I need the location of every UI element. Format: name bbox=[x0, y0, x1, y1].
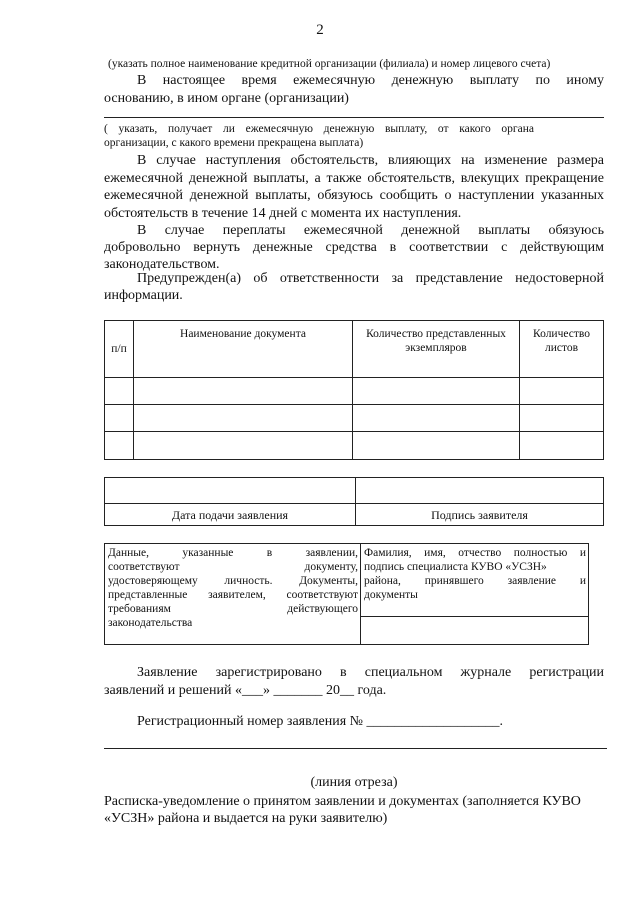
circumstances-line3: ежемесячной денежной выплаты, обязуюсь сообщить о наступлении указанных bbox=[104, 188, 604, 203]
registration-line1: Заявление зарегистрировано в специальном журнале регистрации bbox=[137, 665, 604, 680]
overpayment-line1: В случае переплаты ежемесячной денежной выплаты обязуюсь bbox=[137, 223, 604, 238]
specialist-signature-field[interactable] bbox=[361, 617, 589, 645]
fill-line-other-payment bbox=[104, 117, 604, 118]
verification-right-line4: документы bbox=[364, 589, 418, 601]
verification-left-line6: законодательства bbox=[108, 617, 193, 629]
cell-doc-name[interactable] bbox=[134, 432, 353, 460]
circumstances-line1: В случае наступления обстоятельств, влияющих на изменение размера bbox=[137, 153, 604, 168]
signature-field[interactable] bbox=[356, 478, 604, 504]
header-copies: Количество представленных экземпляров bbox=[353, 321, 520, 378]
verification-right-line3: района, принявшего заявление и bbox=[364, 575, 586, 587]
page-number: 2 bbox=[316, 22, 324, 38]
cell-sheets[interactable] bbox=[520, 432, 604, 460]
header-doc-name: Наименование документа bbox=[134, 321, 353, 378]
cell-doc-name[interactable] bbox=[134, 405, 353, 432]
other-payment-line1: В настоящее время ежемесячную денежную выплату по иному bbox=[137, 73, 604, 88]
cut-line bbox=[104, 748, 607, 749]
verification-left-line4: представленные заявителем, соответствуют bbox=[108, 589, 358, 601]
registration-number: Регистрационный номер заявления № ___________________. bbox=[137, 714, 504, 729]
overpayment-line3: законодательством. bbox=[104, 257, 220, 272]
circumstances-line2: ежемесячной денежной выплаты, а также обстоятельств, влекущих прекращение bbox=[104, 171, 604, 186]
cell-sheets[interactable] bbox=[520, 378, 604, 405]
cell-copies[interactable] bbox=[353, 405, 520, 432]
overpayment-line2: добровольно вернуть денежные средства в соответствии с действующим bbox=[104, 240, 604, 255]
registration-line2: заявлений и решений «___» _______ 20__ года. bbox=[104, 683, 387, 698]
verification-left-line3: удостоверяющему личность. Документы, bbox=[108, 575, 358, 587]
submission-label-row bbox=[105, 504, 604, 526]
submission-value-row bbox=[105, 478, 604, 504]
verification-table bbox=[104, 543, 589, 645]
warning-line2: информации. bbox=[104, 288, 183, 303]
receipt-line1: Расписка-уведомление о принятом заявлении и документах (заполняется КУВО bbox=[104, 794, 581, 809]
submission-table bbox=[104, 477, 604, 526]
verification-left-line2: соответствуют документу, bbox=[108, 561, 358, 573]
hint-other-line2: организации, с какого времени прекращена выплата) bbox=[104, 137, 364, 149]
verification-right-line1: Фамилия, имя, отчество полностью и bbox=[364, 547, 586, 559]
cell-doc-name[interactable] bbox=[134, 378, 353, 405]
date-label: Дата подачи заявления bbox=[105, 504, 356, 526]
circumstances-line4: обстоятельств в течение 14 дней с момента их наступления. bbox=[104, 206, 462, 221]
header-index: п/п bbox=[105, 321, 134, 378]
table-row bbox=[105, 405, 604, 432]
cell-index[interactable] bbox=[105, 405, 134, 432]
other-payment-line2: основанию, в ином органе (организации) bbox=[104, 91, 349, 106]
verification-right-line2: подпись специалиста КУВО «УСЗН» bbox=[364, 561, 547, 573]
cell-copies[interactable] bbox=[353, 378, 520, 405]
cut-line-label: (линия отреза) bbox=[310, 775, 398, 790]
verification-right-cell bbox=[361, 544, 589, 617]
receipt-line2: «УСЗН» района и выдается на руки заявителю) bbox=[104, 811, 388, 826]
hint-bank: (указать полное наименование кредитной организации (филиала) и номер лицевого счета) bbox=[108, 58, 551, 70]
verification-left-line5: требованиям действующего bbox=[108, 603, 358, 615]
verification-left-line1: Данные, указанные в заявлении, bbox=[108, 547, 358, 559]
verification-left-cell bbox=[105, 544, 361, 645]
signature-label: Подпись заявителя bbox=[356, 504, 604, 526]
hint-other-line1: ( указать, получает ли ежемесячную денежную выплату, от какого органа bbox=[104, 123, 534, 135]
table-row bbox=[105, 432, 604, 460]
cell-copies[interactable] bbox=[353, 432, 520, 460]
documents-table-header-row bbox=[105, 321, 604, 378]
date-field[interactable] bbox=[105, 478, 356, 504]
header-sheets: Количество листов bbox=[520, 321, 604, 378]
cell-sheets[interactable] bbox=[520, 405, 604, 432]
documents-table bbox=[104, 320, 604, 460]
verification-top-row bbox=[105, 544, 589, 617]
cell-index[interactable] bbox=[105, 432, 134, 460]
cell-index[interactable] bbox=[105, 378, 134, 405]
table-row bbox=[105, 378, 604, 405]
warning-line1: Предупрежден(а) об ответственности за представление недостоверной bbox=[137, 271, 604, 286]
